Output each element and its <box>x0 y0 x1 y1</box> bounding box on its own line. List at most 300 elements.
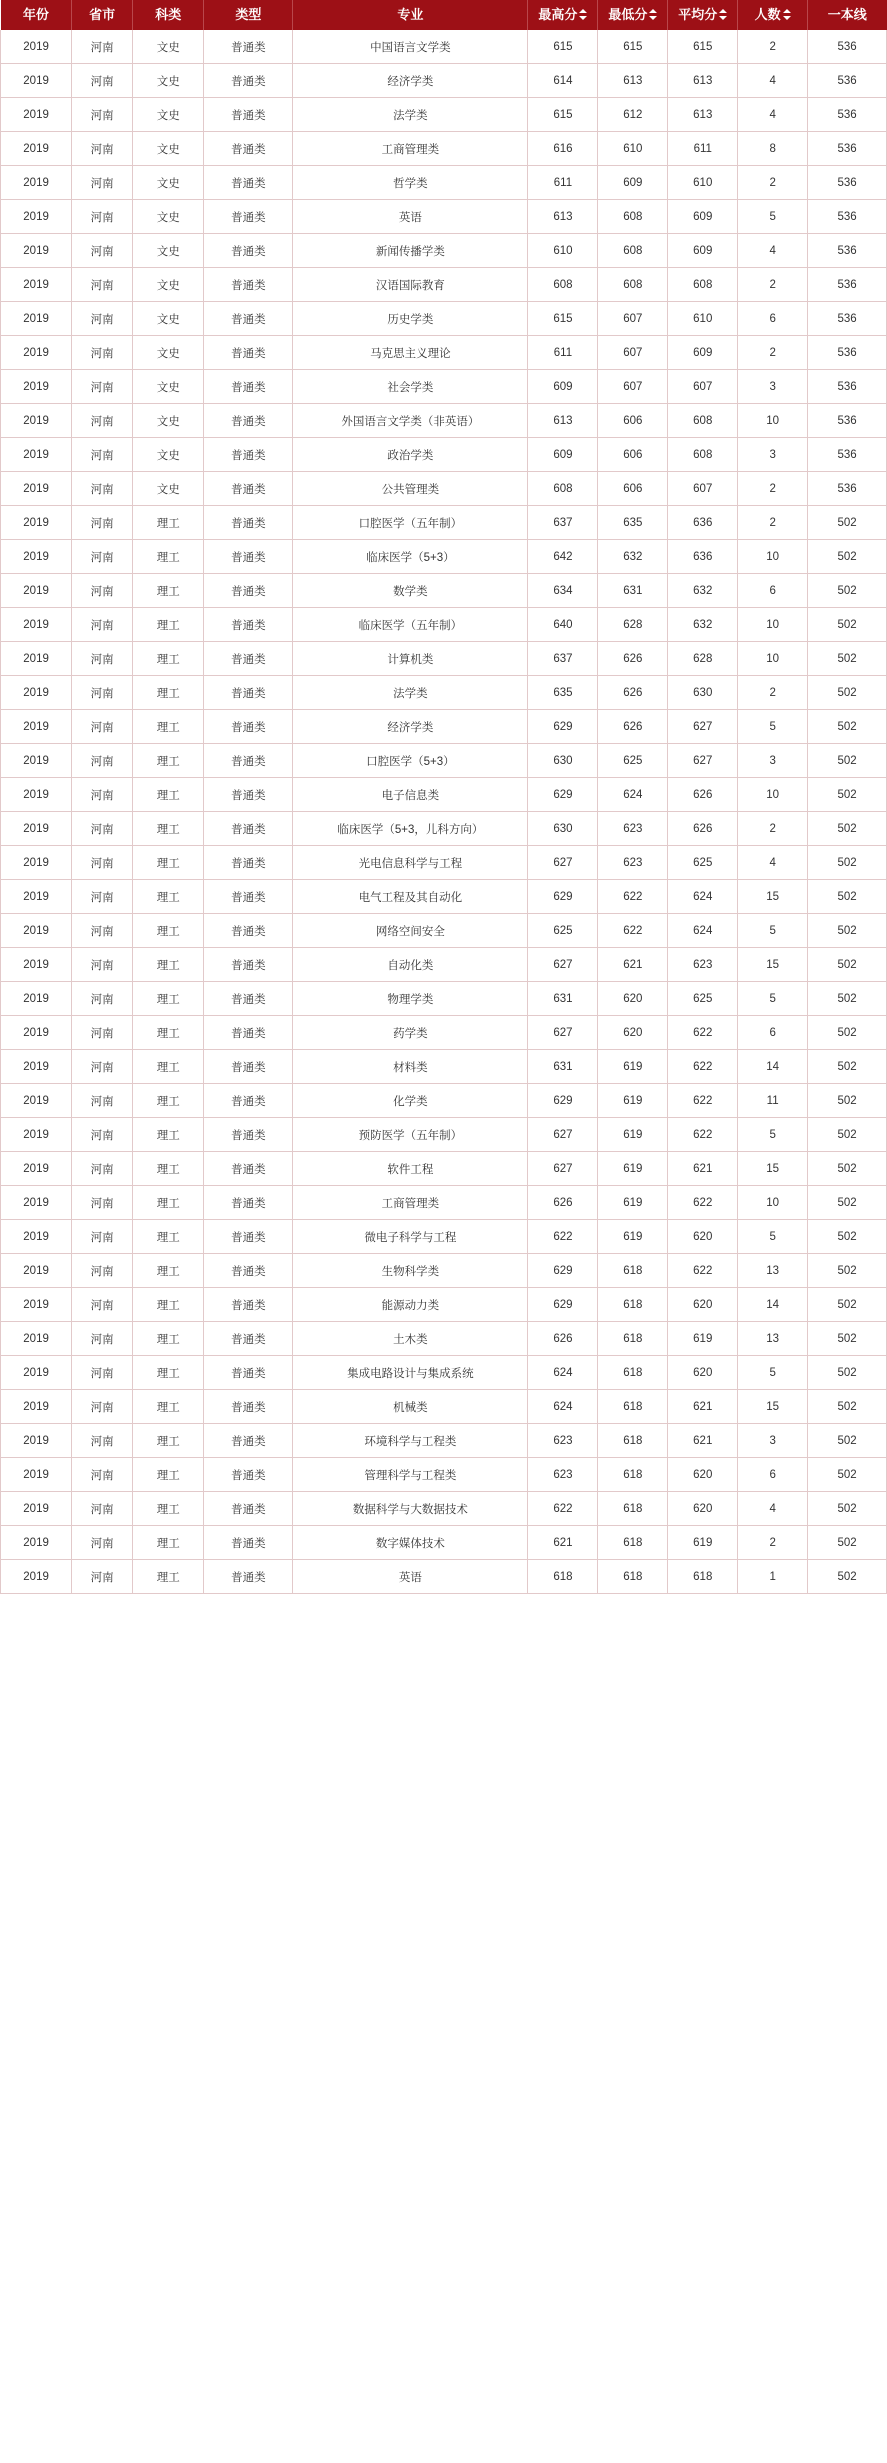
cell-major: 经济学类 <box>293 64 528 98</box>
cell-min: 608 <box>598 200 668 234</box>
cell-avg: 613 <box>668 64 738 98</box>
table-body <box>1 30 887 1594</box>
cell-prov: 河南 <box>72 1424 133 1458</box>
cell-type: 普通类 <box>204 744 293 778</box>
cell-year: 2019 <box>1 710 72 744</box>
cell-major: 临床医学（5+3，儿科方向） <box>293 812 528 846</box>
cell-line: 536 <box>808 234 887 268</box>
cell-prov: 河南 <box>72 1220 133 1254</box>
cell-major: 政治学类 <box>293 438 528 472</box>
cell-major: 电气工程及其自动化 <box>293 880 528 914</box>
cell-year: 2019 <box>1 1288 72 1322</box>
cell-year: 2019 <box>1 438 72 472</box>
cell-max: 622 <box>528 1492 598 1526</box>
cell-avg: 608 <box>668 438 738 472</box>
cell-type: 普通类 <box>204 778 293 812</box>
cell-min: 613 <box>598 64 668 98</box>
cell-year: 2019 <box>1 1118 72 1152</box>
cell-min: 619 <box>598 1084 668 1118</box>
column-header-min[interactable] <box>598 0 668 30</box>
cell-count: 2 <box>738 676 808 710</box>
table-row <box>1 336 887 370</box>
cell-prov: 河南 <box>72 472 133 506</box>
cell-max: 626 <box>528 1322 598 1356</box>
cell-count: 8 <box>738 132 808 166</box>
cell-year: 2019 <box>1 1220 72 1254</box>
cell-prov: 河南 <box>72 1458 133 1492</box>
cell-max: 618 <box>528 1560 598 1594</box>
cell-line: 502 <box>808 1016 887 1050</box>
cell-subj: 理工 <box>133 880 204 914</box>
cell-avg: 607 <box>668 370 738 404</box>
cell-major: 英语 <box>293 200 528 234</box>
cell-avg: 627 <box>668 744 738 778</box>
column-header-subj <box>133 0 204 30</box>
cell-prov: 河南 <box>72 574 133 608</box>
cell-min: 635 <box>598 506 668 540</box>
cell-avg: 620 <box>668 1356 738 1390</box>
cell-prov: 河南 <box>72 1288 133 1322</box>
cell-subj: 理工 <box>133 1186 204 1220</box>
cell-count: 14 <box>738 1050 808 1084</box>
cell-prov: 河南 <box>72 710 133 744</box>
cell-prov: 河南 <box>72 982 133 1016</box>
column-header-prov <box>72 0 133 30</box>
cell-subj: 理工 <box>133 744 204 778</box>
cell-max: 626 <box>528 1186 598 1220</box>
cell-subj: 理工 <box>133 1356 204 1390</box>
cell-type: 普通类 <box>204 1084 293 1118</box>
cell-year: 2019 <box>1 1390 72 1424</box>
cell-prov: 河南 <box>72 268 133 302</box>
cell-major: 工商管理类 <box>293 1186 528 1220</box>
cell-subj: 文史 <box>133 200 204 234</box>
table-row <box>1 370 887 404</box>
cell-line: 536 <box>808 370 887 404</box>
cell-count: 10 <box>738 608 808 642</box>
cell-major: 药学类 <box>293 1016 528 1050</box>
cell-line: 502 <box>808 608 887 642</box>
cell-min: 620 <box>598 982 668 1016</box>
cell-major: 网络空间安全 <box>293 914 528 948</box>
cell-type: 普通类 <box>204 846 293 880</box>
cell-prov: 河南 <box>72 404 133 438</box>
table-row <box>1 914 887 948</box>
cell-avg: 636 <box>668 540 738 574</box>
cell-type: 普通类 <box>204 1288 293 1322</box>
column-header-label: 科类 <box>155 7 182 22</box>
table-row <box>1 1560 887 1594</box>
sort-arrows-icon[interactable] <box>783 9 791 21</box>
cell-type: 普通类 <box>204 540 293 574</box>
cell-major: 新闻传播学类 <box>293 234 528 268</box>
table-row <box>1 98 887 132</box>
cell-type: 普通类 <box>204 234 293 268</box>
cell-max: 629 <box>528 1288 598 1322</box>
cell-avg: 622 <box>668 1118 738 1152</box>
cell-min: 615 <box>598 30 668 64</box>
cell-type: 普通类 <box>204 1220 293 1254</box>
cell-count: 4 <box>738 98 808 132</box>
cell-avg: 618 <box>668 1560 738 1594</box>
cell-count: 10 <box>738 404 808 438</box>
cell-max: 613 <box>528 404 598 438</box>
cell-type: 普通类 <box>204 1016 293 1050</box>
cell-max: 615 <box>528 30 598 64</box>
cell-prov: 河南 <box>72 98 133 132</box>
cell-year: 2019 <box>1 846 72 880</box>
cell-year: 2019 <box>1 744 72 778</box>
cell-avg: 624 <box>668 914 738 948</box>
cell-max: 615 <box>528 302 598 336</box>
cell-major: 微电子科学与工程 <box>293 1220 528 1254</box>
cell-subj: 文史 <box>133 132 204 166</box>
cell-min: 619 <box>598 1050 668 1084</box>
cell-avg: 622 <box>668 1016 738 1050</box>
column-header-avg[interactable] <box>668 0 738 30</box>
column-header-label: 最低分 <box>608 7 648 22</box>
cell-max: 613 <box>528 200 598 234</box>
cell-year: 2019 <box>1 98 72 132</box>
sort-arrows-icon[interactable] <box>579 9 587 21</box>
column-header-label: 一本线 <box>827 7 867 22</box>
table-row <box>1 438 887 472</box>
cell-min: 618 <box>598 1390 668 1424</box>
cell-max: 608 <box>528 268 598 302</box>
cell-avg: 620 <box>668 1492 738 1526</box>
cell-type: 普通类 <box>204 472 293 506</box>
cell-min: 618 <box>598 1424 668 1458</box>
cell-year: 2019 <box>1 1560 72 1594</box>
cell-subj: 理工 <box>133 914 204 948</box>
cell-type: 普通类 <box>204 166 293 200</box>
cell-avg: 622 <box>668 1050 738 1084</box>
table-row <box>1 948 887 982</box>
cell-max: 629 <box>528 710 598 744</box>
cell-subj: 理工 <box>133 676 204 710</box>
cell-subj: 理工 <box>133 1424 204 1458</box>
cell-max: 642 <box>528 540 598 574</box>
cell-count: 2 <box>738 506 808 540</box>
cell-prov: 河南 <box>72 370 133 404</box>
cell-min: 622 <box>598 914 668 948</box>
cell-avg: 608 <box>668 268 738 302</box>
column-header-year <box>1 0 72 30</box>
cell-count: 5 <box>738 982 808 1016</box>
sort-arrows-icon[interactable] <box>649 9 657 21</box>
cell-prov: 河南 <box>72 1492 133 1526</box>
cell-prov: 河南 <box>72 676 133 710</box>
cell-line: 502 <box>808 574 887 608</box>
cell-count: 6 <box>738 1016 808 1050</box>
cell-subj: 理工 <box>133 506 204 540</box>
cell-max: 610 <box>528 234 598 268</box>
cell-line: 536 <box>808 64 887 98</box>
cell-count: 3 <box>738 744 808 778</box>
table-row <box>1 1390 887 1424</box>
cell-min: 608 <box>598 234 668 268</box>
cell-avg: 624 <box>668 880 738 914</box>
cell-type: 普通类 <box>204 506 293 540</box>
cell-type: 普通类 <box>204 1254 293 1288</box>
cell-type: 普通类 <box>204 438 293 472</box>
cell-avg: 615 <box>668 30 738 64</box>
cell-year: 2019 <box>1 302 72 336</box>
cell-major: 历史学类 <box>293 302 528 336</box>
cell-avg: 630 <box>668 676 738 710</box>
cell-line: 502 <box>808 1186 887 1220</box>
cell-prov: 河南 <box>72 846 133 880</box>
cell-type: 普通类 <box>204 642 293 676</box>
cell-count: 5 <box>738 1356 808 1390</box>
cell-prov: 河南 <box>72 1084 133 1118</box>
cell-line: 502 <box>808 1458 887 1492</box>
table-row <box>1 1254 887 1288</box>
cell-count: 2 <box>738 472 808 506</box>
cell-min: 609 <box>598 166 668 200</box>
cell-major: 材料类 <box>293 1050 528 1084</box>
cell-line: 502 <box>808 710 887 744</box>
cell-avg: 608 <box>668 404 738 438</box>
cell-max: 629 <box>528 880 598 914</box>
table-header <box>1 0 887 30</box>
cell-line: 502 <box>808 982 887 1016</box>
cell-avg: 626 <box>668 812 738 846</box>
cell-count: 4 <box>738 1492 808 1526</box>
cell-major: 英语 <box>293 1560 528 1594</box>
cell-subj: 文史 <box>133 404 204 438</box>
cell-max: 634 <box>528 574 598 608</box>
cell-prov: 河南 <box>72 132 133 166</box>
cell-subj: 理工 <box>133 812 204 846</box>
cell-count: 4 <box>738 846 808 880</box>
column-header-count[interactable] <box>738 0 808 30</box>
cell-min: 619 <box>598 1152 668 1186</box>
cell-subj: 文史 <box>133 234 204 268</box>
cell-type: 普通类 <box>204 302 293 336</box>
cell-major: 临床医学（5+3） <box>293 540 528 574</box>
cell-line: 536 <box>808 132 887 166</box>
cell-prov: 河南 <box>72 744 133 778</box>
cell-line: 502 <box>808 1288 887 1322</box>
cell-max: 624 <box>528 1390 598 1424</box>
cell-line: 502 <box>808 676 887 710</box>
cell-min: 623 <box>598 846 668 880</box>
cell-major: 数学类 <box>293 574 528 608</box>
cell-avg: 636 <box>668 506 738 540</box>
cell-type: 普通类 <box>204 336 293 370</box>
cell-prov: 河南 <box>72 336 133 370</box>
table-row <box>1 132 887 166</box>
table-row <box>1 166 887 200</box>
cell-prov: 河南 <box>72 234 133 268</box>
cell-major: 法学类 <box>293 98 528 132</box>
table-row <box>1 812 887 846</box>
column-header-major <box>293 0 528 30</box>
cell-prov: 河南 <box>72 1152 133 1186</box>
cell-avg: 632 <box>668 608 738 642</box>
cell-count: 2 <box>738 812 808 846</box>
table-row <box>1 880 887 914</box>
cell-subj: 文史 <box>133 370 204 404</box>
cell-major: 哲学类 <box>293 166 528 200</box>
cell-type: 普通类 <box>204 1050 293 1084</box>
cell-max: 640 <box>528 608 598 642</box>
cell-year: 2019 <box>1 1152 72 1186</box>
cell-count: 1 <box>738 1560 808 1594</box>
cell-min: 607 <box>598 302 668 336</box>
cell-prov: 河南 <box>72 812 133 846</box>
table-header-row <box>1 0 887 30</box>
table-row <box>1 608 887 642</box>
cell-count: 10 <box>738 1186 808 1220</box>
cell-count: 2 <box>738 336 808 370</box>
cell-avg: 609 <box>668 336 738 370</box>
cell-type: 普通类 <box>204 1322 293 1356</box>
cell-max: 614 <box>528 64 598 98</box>
cell-year: 2019 <box>1 166 72 200</box>
cell-min: 631 <box>598 574 668 608</box>
cell-prov: 河南 <box>72 1356 133 1390</box>
cell-min: 618 <box>598 1322 668 1356</box>
cell-prov: 河南 <box>72 778 133 812</box>
cell-min: 606 <box>598 404 668 438</box>
cell-subj: 理工 <box>133 1220 204 1254</box>
cell-line: 502 <box>808 642 887 676</box>
cell-year: 2019 <box>1 506 72 540</box>
cell-major: 中国语言文学类 <box>293 30 528 64</box>
cell-avg: 610 <box>668 302 738 336</box>
cell-min: 618 <box>598 1458 668 1492</box>
cell-avg: 609 <box>668 234 738 268</box>
cell-avg: 620 <box>668 1458 738 1492</box>
cell-max: 630 <box>528 812 598 846</box>
cell-min: 606 <box>598 438 668 472</box>
cell-type: 普通类 <box>204 1458 293 1492</box>
column-header-label: 类型 <box>235 7 262 22</box>
cell-year: 2019 <box>1 1492 72 1526</box>
cell-major: 汉语国际教育 <box>293 268 528 302</box>
cell-min: 618 <box>598 1254 668 1288</box>
cell-year: 2019 <box>1 812 72 846</box>
cell-type: 普通类 <box>204 200 293 234</box>
table-row <box>1 472 887 506</box>
cell-subj: 文史 <box>133 166 204 200</box>
cell-max: 631 <box>528 982 598 1016</box>
cell-avg: 627 <box>668 710 738 744</box>
cell-line: 502 <box>808 948 887 982</box>
cell-prov: 河南 <box>72 1322 133 1356</box>
cell-avg: 620 <box>668 1288 738 1322</box>
cell-major: 马克思主义理论 <box>293 336 528 370</box>
cell-avg: 622 <box>668 1084 738 1118</box>
cell-max: 629 <box>528 778 598 812</box>
sort-arrows-icon[interactable] <box>719 9 727 21</box>
table-row <box>1 642 887 676</box>
cell-min: 606 <box>598 472 668 506</box>
cell-avg: 621 <box>668 1390 738 1424</box>
column-header-label: 省市 <box>89 7 116 22</box>
cell-subj: 理工 <box>133 574 204 608</box>
table-row <box>1 1526 887 1560</box>
cell-major: 生物科学类 <box>293 1254 528 1288</box>
cell-type: 普通类 <box>204 676 293 710</box>
table-row <box>1 404 887 438</box>
table-row <box>1 778 887 812</box>
table-row <box>1 268 887 302</box>
cell-subj: 理工 <box>133 710 204 744</box>
cell-line: 502 <box>808 880 887 914</box>
cell-year: 2019 <box>1 64 72 98</box>
cell-count: 11 <box>738 1084 808 1118</box>
cell-type: 普通类 <box>204 98 293 132</box>
cell-max: 631 <box>528 1050 598 1084</box>
cell-count: 15 <box>738 1152 808 1186</box>
cell-min: 607 <box>598 370 668 404</box>
cell-major: 口腔医学（5+3） <box>293 744 528 778</box>
cell-min: 624 <box>598 778 668 812</box>
column-header-max[interactable] <box>528 0 598 30</box>
cell-count: 5 <box>738 710 808 744</box>
table-row <box>1 234 887 268</box>
cell-line: 502 <box>808 1084 887 1118</box>
cell-subj: 理工 <box>133 982 204 1016</box>
cell-subj: 理工 <box>133 1118 204 1152</box>
cell-line: 536 <box>808 268 887 302</box>
cell-max: 611 <box>528 166 598 200</box>
cell-min: 622 <box>598 880 668 914</box>
cell-avg: 621 <box>668 1152 738 1186</box>
table-row <box>1 846 887 880</box>
cell-subj: 文史 <box>133 64 204 98</box>
cell-major: 工商管理类 <box>293 132 528 166</box>
cell-prov: 河南 <box>72 1560 133 1594</box>
cell-prov: 河南 <box>72 30 133 64</box>
cell-prov: 河南 <box>72 200 133 234</box>
cell-min: 608 <box>598 268 668 302</box>
cell-max: 627 <box>528 846 598 880</box>
cell-count: 6 <box>738 1458 808 1492</box>
cell-max: 627 <box>528 948 598 982</box>
cell-line: 502 <box>808 1254 887 1288</box>
cell-count: 5 <box>738 914 808 948</box>
table-row <box>1 1186 887 1220</box>
cell-type: 普通类 <box>204 1152 293 1186</box>
cell-max: 629 <box>528 1254 598 1288</box>
cell-prov: 河南 <box>72 880 133 914</box>
column-header-label: 年份 <box>22 7 49 22</box>
cell-type: 普通类 <box>204 982 293 1016</box>
cell-subj: 理工 <box>133 778 204 812</box>
cell-major: 数据科学与大数据技术 <box>293 1492 528 1526</box>
cell-line: 536 <box>808 438 887 472</box>
cell-type: 普通类 <box>204 710 293 744</box>
cell-year: 2019 <box>1 574 72 608</box>
cell-min: 618 <box>598 1492 668 1526</box>
cell-prov: 河南 <box>72 302 133 336</box>
cell-major: 社会学类 <box>293 370 528 404</box>
cell-count: 6 <box>738 302 808 336</box>
cell-max: 621 <box>528 1526 598 1560</box>
cell-year: 2019 <box>1 1016 72 1050</box>
cell-avg: 619 <box>668 1322 738 1356</box>
cell-subj: 理工 <box>133 1152 204 1186</box>
table-row <box>1 1084 887 1118</box>
table-row <box>1 1118 887 1152</box>
cell-major: 环境科学与工程类 <box>293 1424 528 1458</box>
cell-year: 2019 <box>1 1322 72 1356</box>
cell-line: 536 <box>808 404 887 438</box>
